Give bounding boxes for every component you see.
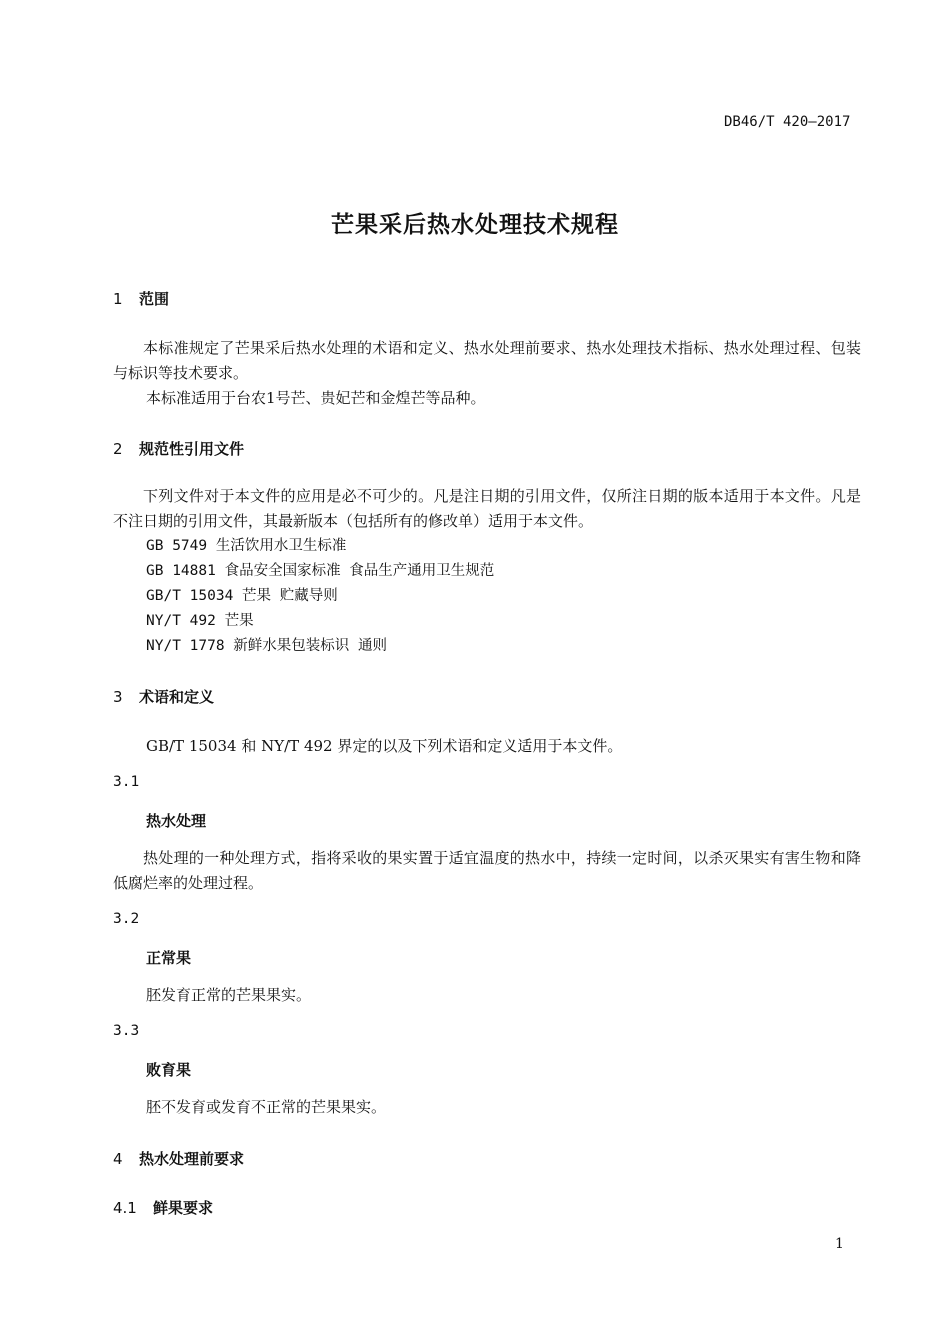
section-number: 3	[113, 688, 123, 706]
section-number: 2	[113, 440, 123, 458]
section-title: 术语和定义	[139, 688, 215, 706]
section-number: 1	[113, 290, 123, 308]
term-number: 3.1	[113, 774, 140, 790]
section-number: 4	[113, 1150, 123, 1168]
section-heading-1	[113, 288, 169, 309]
reference-item: GB/T 15034 芒果 贮藏导则	[146, 588, 338, 604]
section-title: 热水处理前要求	[139, 1150, 245, 1168]
subsection-heading-4-1	[113, 1197, 213, 1218]
section-heading-3	[113, 686, 214, 707]
subsection-number: 4.1	[113, 1199, 137, 1217]
reference-item: NY/T 492 芒果	[146, 613, 254, 629]
term-name: 败育果	[146, 1061, 192, 1079]
paragraph: 本标准规定了芒果采后热水处理的术语和定义、热水处理前要求、热水处理技术指标、热水处理过程、包装与标识等技术要求。	[113, 339, 861, 382]
reference-item: GB 14881 食品安全国家标准 食品生产通用卫生规范	[146, 563, 495, 579]
term-definition: 胚不发育或发育不正常的芒果果实。	[146, 1098, 387, 1116]
term-number: 3.2	[113, 911, 140, 927]
page-number: 1	[835, 1236, 844, 1252]
standard-number: DB46/T 420—2017	[724, 114, 851, 130]
paragraph: 下列文件对于本文件的应用是必不可少的。凡是注日期的引用文件，仅所注日期的版本适用于本文件。凡是不注日期的引用文件，其最新版本（包括所有的修改单）适用于本文件。	[113, 487, 861, 530]
section-heading-2	[113, 438, 244, 459]
term-name: 热水处理	[146, 812, 207, 830]
term-definition: 胚发育正常的芒果果实。	[146, 986, 312, 1004]
section-title: 范围	[139, 290, 170, 308]
document-title: 芒果采后热水处理技术规程	[331, 212, 619, 238]
section-heading-4	[113, 1148, 244, 1169]
paragraph: GB/T 15034 和 NY/T 492 界定的以及下列术语和定义适用于本文件。	[146, 737, 623, 755]
section-title: 规范性引用文件	[139, 440, 245, 458]
term-definition: 热处理的一种处理方式，指将采收的果实置于适宜温度的热水中，持续一定时间，以杀灭果实有害生物和降低腐烂率的处理过程。	[113, 849, 861, 892]
reference-item: NY/T 1778 新鲜水果包装标识 通则	[146, 638, 388, 654]
term-number: 3.3	[113, 1023, 140, 1039]
paragraph: 本标准适用于台农1号芒、贵妃芒和金煌芒等品种。	[146, 389, 486, 407]
term-name: 正常果	[146, 949, 192, 967]
subsection-title: 鲜果要求	[153, 1199, 214, 1217]
reference-item: GB 5749 生活饮用水卫生标准	[146, 538, 347, 554]
